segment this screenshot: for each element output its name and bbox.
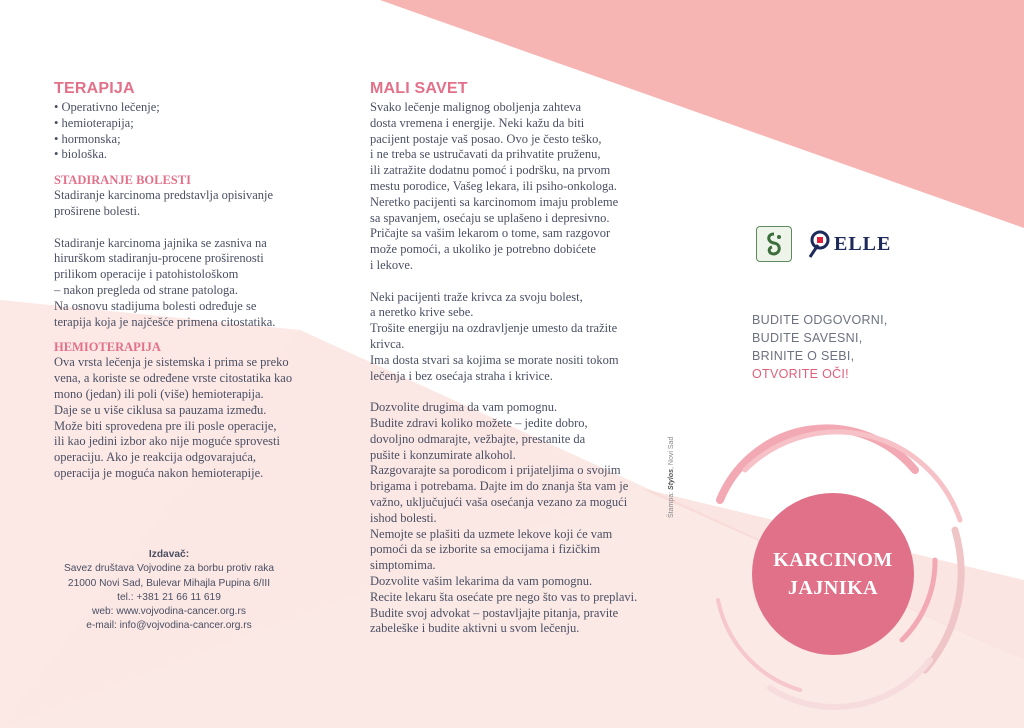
text-line: Budite svoj advokat – postavljajte pitanja, pravite <box>370 605 619 620</box>
list-item: • biološka. <box>54 147 324 163</box>
cover-title-circle <box>752 493 914 655</box>
slogan-accent: OTVORITE OČI! <box>752 367 849 381</box>
slogan-line: BUDITE SAVESNI, <box>752 331 863 345</box>
left-column <box>54 80 324 482</box>
text-line: hirurškom stadiranju-procene proširenosti <box>54 251 264 266</box>
text-line: važno, uključujući vaša osećanja vezano za mogući <box>370 494 628 509</box>
publisher-email: e-mail: info@vojvodina-cancer.org.rs <box>86 620 252 632</box>
text-line: pacijent postaje vaš posao. Ovo je često teško, <box>370 131 602 146</box>
list-item: • hormonska; <box>54 132 324 148</box>
sponsor-logos <box>756 226 891 262</box>
text-line: lečenja i bez osećaja straha i krivice. <box>370 368 553 383</box>
publisher-title: Izdavač: <box>148 549 190 560</box>
text-line: i lekove. <box>370 257 414 272</box>
text-line: simptomima. <box>370 558 436 573</box>
text-line: Dozvolite drugima da vam pomognu. <box>370 400 558 415</box>
mali-savet-heading: MALI SAVET <box>370 80 468 97</box>
text-line: Ima dosta stvari sa kojima se morate nositi tokom <box>370 352 619 367</box>
elle-logo <box>806 229 891 259</box>
text-line: Recite lekaru šta osećate pre nego što vas to preplavi. <box>370 589 638 604</box>
publisher-address: 21000 Novi Sad, Bulevar Mihajla Pupina 6/III <box>67 577 271 589</box>
cover-title <box>773 546 893 602</box>
society-logo-icon <box>756 226 792 262</box>
text-line: Trošite energiju na ozdravljenje umesto da tražite <box>370 321 618 336</box>
stadiranje-text <box>54 188 324 330</box>
text-line: Budite zdravi koliko možete – jedite dobro, <box>370 415 588 430</box>
elle-logo-icon <box>806 229 830 259</box>
cover-title-line1: KARCINOM <box>773 549 893 571</box>
stadiranje-heading: STADIRANJE BOLESTI <box>54 173 191 188</box>
terapija-heading: TERAPIJA <box>54 80 135 97</box>
text-line: dovoljno odmarajte, vežbajte, prestanite da <box>370 431 586 446</box>
text-line: i ne treba se ustručavati da prihvatite pruženu, <box>370 147 601 162</box>
elle-logo-text: ELLE <box>834 232 892 255</box>
text-line: Daje se u više ciklusa sa pauzama između. <box>54 402 267 417</box>
text-line: Pričajte sa vašim lekarom o tome, sam razgovor <box>370 226 611 241</box>
printer-prefix: Štampa: <box>668 491 675 518</box>
text-line: operaciju. Ako je reakcija odgovarajuća, <box>54 450 256 465</box>
text-line: zabeleške i budite aktivni u svom lečenju. <box>370 621 580 636</box>
slogan-line: BRINITE O SEBI, <box>752 349 855 363</box>
text-line: Na osnovu stadijuma bolesti određuje se <box>54 298 257 313</box>
cover-title-line2: JAJNIKA <box>787 577 879 599</box>
text-line: a neretko krive sebe. <box>370 305 474 320</box>
text-line: Ova vrsta lečenja je sistemska i prima se preko <box>54 355 289 370</box>
list-item: • hemioterapija; <box>54 116 324 132</box>
text-line: mestu porodice, Vašeg lekara, ili psiho-onkologa. <box>370 178 617 193</box>
text-line: operacija je moguća nakon hemioterapije. <box>54 465 264 480</box>
text-line: sa spavanjem, osećaju se uplašeno i depresivno. <box>370 210 610 225</box>
printer-name: Stylos <box>668 468 675 490</box>
text-line: mono (jedan) ili poli (više) hemioterapija. <box>54 386 264 401</box>
publisher-web: web: www.vojvodina-cancer.org.rs <box>91 606 246 618</box>
text-line: Nemojte se plašiti da uzmete lekove koji će vam <box>370 526 613 541</box>
text-line: Stadiranje karcinoma predstavlja opisivanje <box>54 188 274 203</box>
text-line: Razgovarajte sa porodicom i prijateljima o svojim <box>370 463 621 478</box>
text-line: vena, a koriste se određene vrste citostatika kao <box>54 371 293 386</box>
text-line: Neretko pacijenti sa karcinomom imaju probleme <box>370 194 619 209</box>
middle-column <box>370 80 670 637</box>
text-line: dosta vremena i energije. Neki kažu da biti <box>370 115 585 130</box>
text-line: proširene bolesti. <box>54 203 141 218</box>
text-line: terapija koja je najčešće primena citostatika. <box>54 314 276 329</box>
text-line: krivca. <box>370 336 405 351</box>
text-line: – nakon pregleda od strane patologa. <box>54 282 238 297</box>
text-line: Svako lečenje malignog oboljenja zahteva <box>370 100 582 114</box>
terapija-list <box>54 100 324 163</box>
text-line: Neki pacijenti traže krivca za svoju bolest, <box>370 289 583 304</box>
text-line: ishod bolesti. <box>370 510 437 525</box>
slogan <box>752 311 952 383</box>
text-line: brigama i potrebama. Dajte im do znanja šta vam je <box>370 479 629 494</box>
text-line: pomoći da se izborite sa emocijama i fizičkim <box>370 542 601 557</box>
mali-savet-text <box>370 100 670 637</box>
hemioterapija-text <box>54 355 324 481</box>
list-item: • Operativno lečenje; <box>54 100 324 116</box>
hemioterapija-heading: HEMIOTERAPIJA <box>54 340 161 355</box>
text-line: Može biti sprovedena pre ili posle operacije, <box>54 418 277 433</box>
text-line: Dozvolite vašim lekarima da vam pomognu. <box>370 573 593 588</box>
slogan-line: BUDITE ODGOVORNI, <box>752 313 888 327</box>
text-line: može pomoći, a ukoliko je potrebno dobićete <box>370 242 596 257</box>
text-line: pušite i konzumirate alkohol. <box>370 447 516 462</box>
text-line: ili kao jedini izbor ako nije moguće sprovesti <box>54 434 280 449</box>
printer-suffix: , Novi Sad <box>668 436 675 469</box>
text-line: Stadiranje karcinoma jajnika se zasniva na <box>54 235 267 250</box>
publisher-info <box>54 548 284 634</box>
text-line: ili zatražite dodatnu pomoć i podršku, na prvom <box>370 163 611 178</box>
publisher-name: Savez društava Vojvodine za borbu protiv raka <box>63 563 275 575</box>
printer-credit <box>668 398 680 518</box>
text-line: prilikom operacije i patohistološkom <box>54 267 239 282</box>
publisher-phone: tel.: +381 21 66 11 619 <box>117 591 221 603</box>
